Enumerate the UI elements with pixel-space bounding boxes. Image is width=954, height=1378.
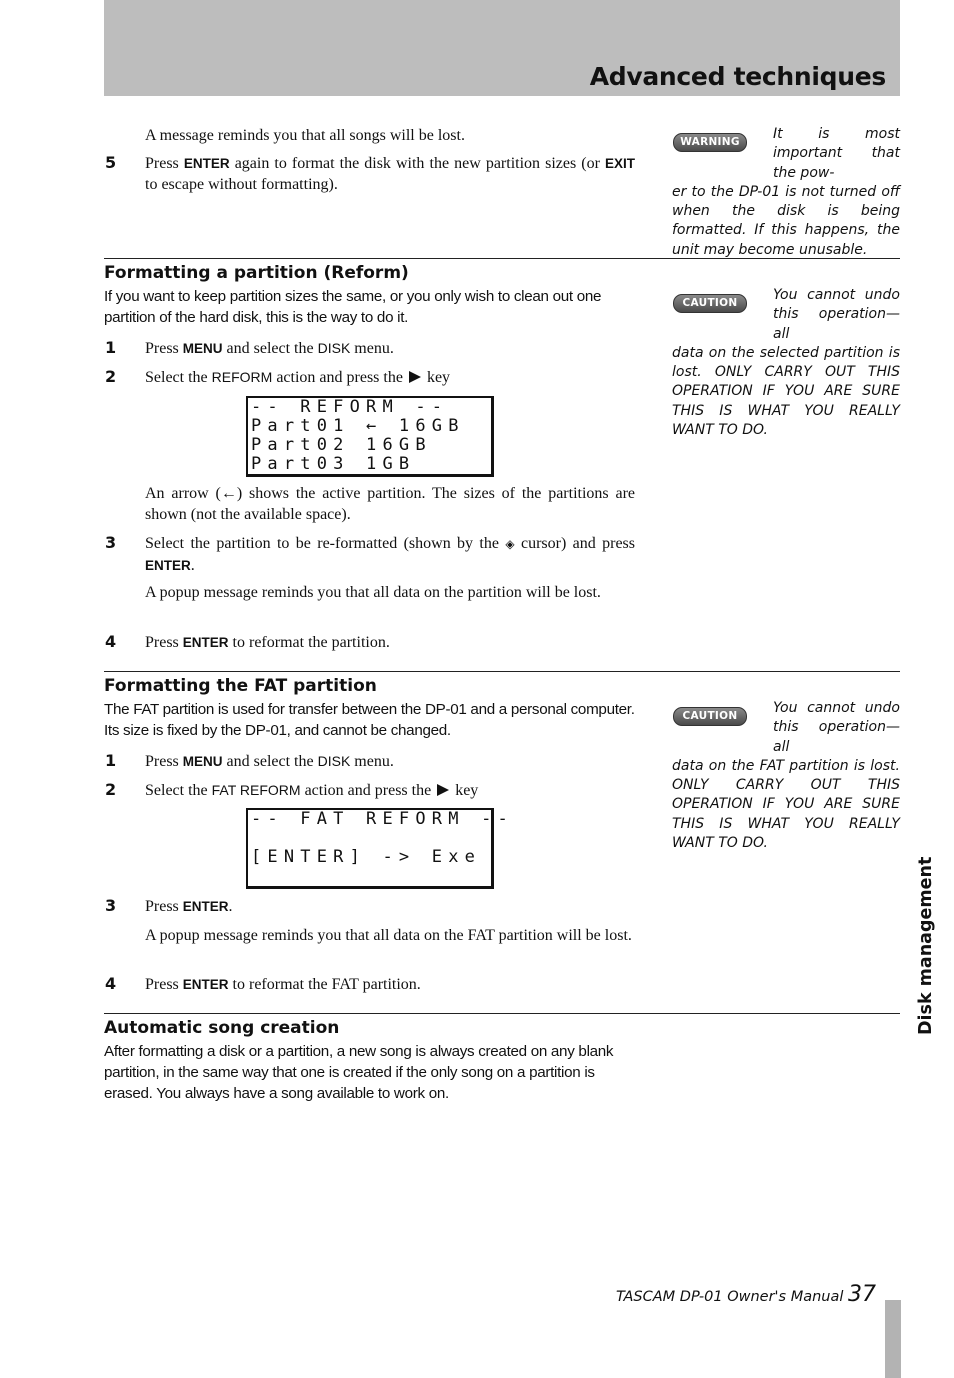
caution-note-reform: You cannot undo this operation—all data on the selected partition is lost. ONLY CARRY OUT THIS OPERATION IF YOU ARE SURE THIS IS WHAT YOU REALLY WANT TO DO. (672, 287, 900, 439)
section-divider (104, 258, 900, 259)
reform-popup-text: A popup message reminds you that all data on the partition will be lost. (145, 584, 601, 601)
fat-step2-text: Select the FAT REFORM action and press the key (145, 782, 479, 799)
auto-heading: Automatic song creation (104, 1018, 340, 1038)
reform-step1-text: Press MENU and select the DISK menu. (145, 340, 394, 357)
intro-step5-text: Press ENTER again to format the disk with the new partition sizes (or EXIT to escape without formatting). (145, 155, 636, 193)
footer-text: TASCAM DP-01 Owner's Manual (615, 1289, 844, 1305)
fat-step4-text: Press ENTER to reformat the FAT partition. (145, 976, 421, 993)
fat-intro: The FAT partition is used for transfer between the DP-01 and a personal computer. Its size is fixed by the DP-01, and cannot be changed. (104, 701, 635, 739)
intro-message: A message reminds you that all songs will be lost. (145, 127, 465, 144)
warning-note: It is most important that the pow- er to the DP-01 is not turned off when the disk is being formatted. If this happens, the unit may become unusable. (672, 126, 900, 258)
thumb-tab (885, 1300, 901, 1378)
play-key-icon (437, 784, 449, 796)
enter-key-label: ENTER (182, 977, 229, 992)
lcd-row: Part03 1GB (251, 454, 416, 474)
step-number: 3 (105, 533, 117, 552)
exit-key-label: EXIT (605, 156, 636, 171)
reform-heading: Formatting a partition (Reform) (104, 263, 409, 283)
fat-step3-text: Press ENTER. (145, 898, 233, 915)
step-number: 4 (105, 974, 117, 993)
caution-note-fat: You cannot undo this operation—all data on the FAT partition is lost. ONLY CARRY OUT THIS OPERATION IF YOU ARE SURE THIS IS WHAT YOU REALLY WANT TO DO. (672, 700, 900, 852)
reform-step4-text: Press ENTER to reformat the partition. (145, 634, 390, 651)
lcd-fat-reform-screen (246, 808, 514, 889)
enter-key-label: ENTER (145, 558, 191, 573)
step-number: 1 (105, 751, 117, 770)
lcd-row: -- REFORM -- (251, 397, 449, 417)
section-divider (104, 1013, 900, 1014)
page-number: 37 (848, 1282, 876, 1307)
caution-badge: CAUTION (673, 707, 747, 726)
reform-arrow-text: An arrow (←) shows the active partition. The sizes of the partitions are shown (not the available space). (145, 485, 635, 523)
fat-popup-text: A popup message reminds you that all data on the FAT partition will be lost. (145, 927, 632, 944)
section-divider (104, 671, 900, 672)
lcd-row: Part01 ← 16GB (251, 416, 465, 436)
lcd-reform-screen (246, 396, 494, 477)
page-title: Advanced techniques (589, 62, 886, 91)
step-number: 5 (105, 153, 117, 172)
disk-menu-label: DISK (317, 753, 351, 769)
caution-badge: CAUTION (673, 294, 747, 313)
cursor-icon: ◈ (505, 537, 515, 551)
lcd-row: [ENTER] -> Exe (251, 847, 482, 867)
step-number: 2 (105, 780, 117, 799)
reform-step2-text: Select the REFORM action and press the key (145, 369, 451, 386)
lcd-row (248, 829, 491, 848)
lcd-row: -- FAT REFORM -- (251, 809, 514, 829)
reform-intro: If you want to keep partition sizes the same, or you only wish to clean out one partition of the hard disk, this is the way to do it. (104, 288, 602, 326)
warning-badge: WARNING (673, 133, 747, 152)
step-number: 4 (105, 632, 117, 651)
enter-key-label: ENTER (183, 156, 230, 171)
fat-reform-action-label: FAT REFORM (211, 782, 301, 798)
disk-menu-label: DISK (317, 340, 351, 356)
step-number: 1 (105, 338, 117, 357)
menu-key-label: MENU (182, 754, 223, 769)
play-key-icon (409, 371, 421, 383)
reform-action-label: REFORM (211, 369, 273, 385)
auto-body: After formatting a disk or a partition, a new song is always created on any blank partition, in the same way that one is created if the only song on a partition is erased. You always have a song available to work on. (104, 1043, 614, 1102)
side-tab-label: Disk management (916, 856, 936, 1035)
enter-key-label: ENTER (182, 635, 229, 650)
step-number: 3 (105, 896, 117, 915)
lcd-row: Part02 16GB (251, 435, 432, 455)
reform-step3-text: Select the partition to be re-formatted (shown by the ◈ cursor) and press ENTER. (145, 535, 636, 574)
fat-step1-text: Press MENU and select the DISK menu. (145, 753, 394, 770)
menu-key-label: MENU (182, 341, 223, 356)
footer (616, 1282, 876, 1307)
enter-key-label: ENTER (182, 899, 229, 914)
side-tab (916, 855, 936, 1035)
fat-heading: Formatting the FAT partition (104, 676, 377, 696)
step-number: 2 (105, 367, 117, 386)
